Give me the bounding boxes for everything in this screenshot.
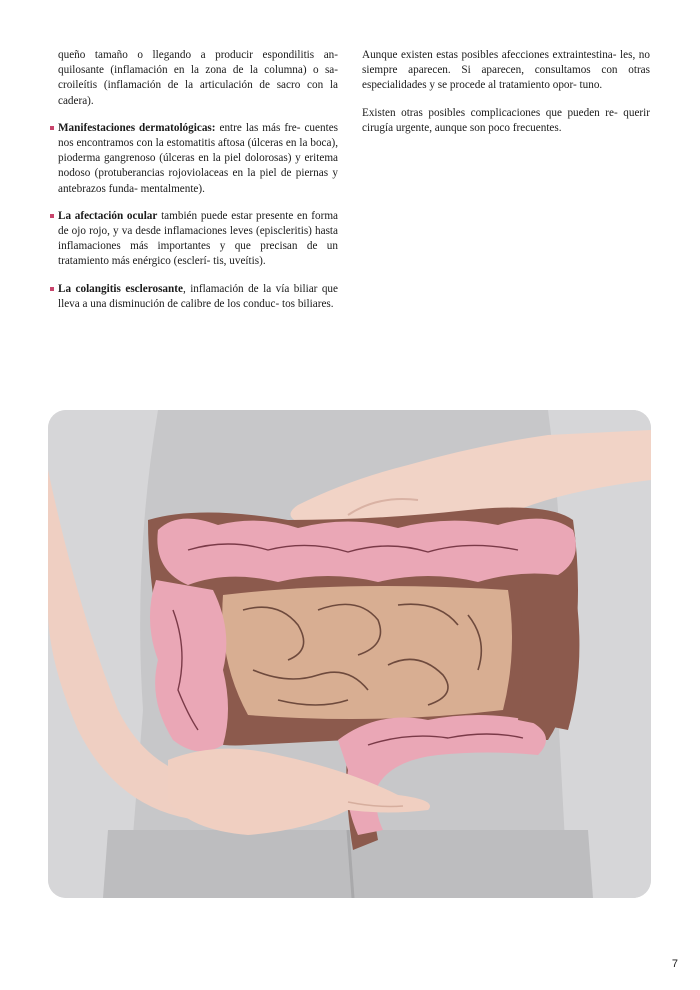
intro-paragraph: queño tamaño o llegando a producir espondilitis an- quilosante (inflamación en la zona de la columna) o sa- croileítis (inflamación de la articulación de sacro con la cadera). bbox=[58, 49, 338, 107]
bullet-title: Manifestaciones dermatológicas: bbox=[58, 121, 216, 134]
bullet-square-icon bbox=[50, 287, 54, 291]
bullet-text: entre las más fre- cuentes nos encontramos con la estomatitis aftosa (úlceras en la boca), pioderma gangrenoso (úlceras en la piel dolorosas) y eritema nodoso (protuberancias rojoviolaceas en la piel de piernas y antebrazos funda- mentalmente). bbox=[58, 121, 339, 195]
bullet-dermatologic bbox=[58, 121, 338, 197]
bullet-square-icon bbox=[50, 126, 54, 130]
right-column bbox=[362, 48, 650, 148]
intestine-illustration-icon bbox=[48, 410, 651, 898]
intestine-photo bbox=[48, 410, 651, 898]
bullet-title: La colangitis esclerosante bbox=[58, 282, 183, 295]
bullet-text: , inflamación de la vía biliar que lleva a una disminución de calibre de los conduc- tos biliares. bbox=[58, 282, 338, 310]
right-paragraph-2: Existen otras posibles complicaciones que pueden re- querir cirugía urgente, aunque son poco frecuentes. bbox=[362, 106, 650, 134]
left-column bbox=[58, 48, 338, 324]
right-paragraph-1: Aunque existen estas posibles afecciones extraintestina- les, no siempre aparecen. Si aparecen, consultamos con otras especialidades y se procede al tratamiento opor- tuno. bbox=[362, 49, 650, 92]
bullet-title: La afectación ocular bbox=[58, 209, 158, 222]
bullet-square-icon bbox=[50, 214, 54, 218]
bullet-text: también puede estar presente en forma de ojo rojo, y va desde inflamaciones leves (episcleritis) hasta inflamaciones más importantes y que precisan de un tratamiento más enérgico (esclerí- tis, uveítis). bbox=[58, 209, 338, 268]
bullet-ocular bbox=[58, 209, 338, 270]
page-number: 7 bbox=[671, 958, 678, 970]
bullet-cholangitis bbox=[58, 282, 338, 312]
